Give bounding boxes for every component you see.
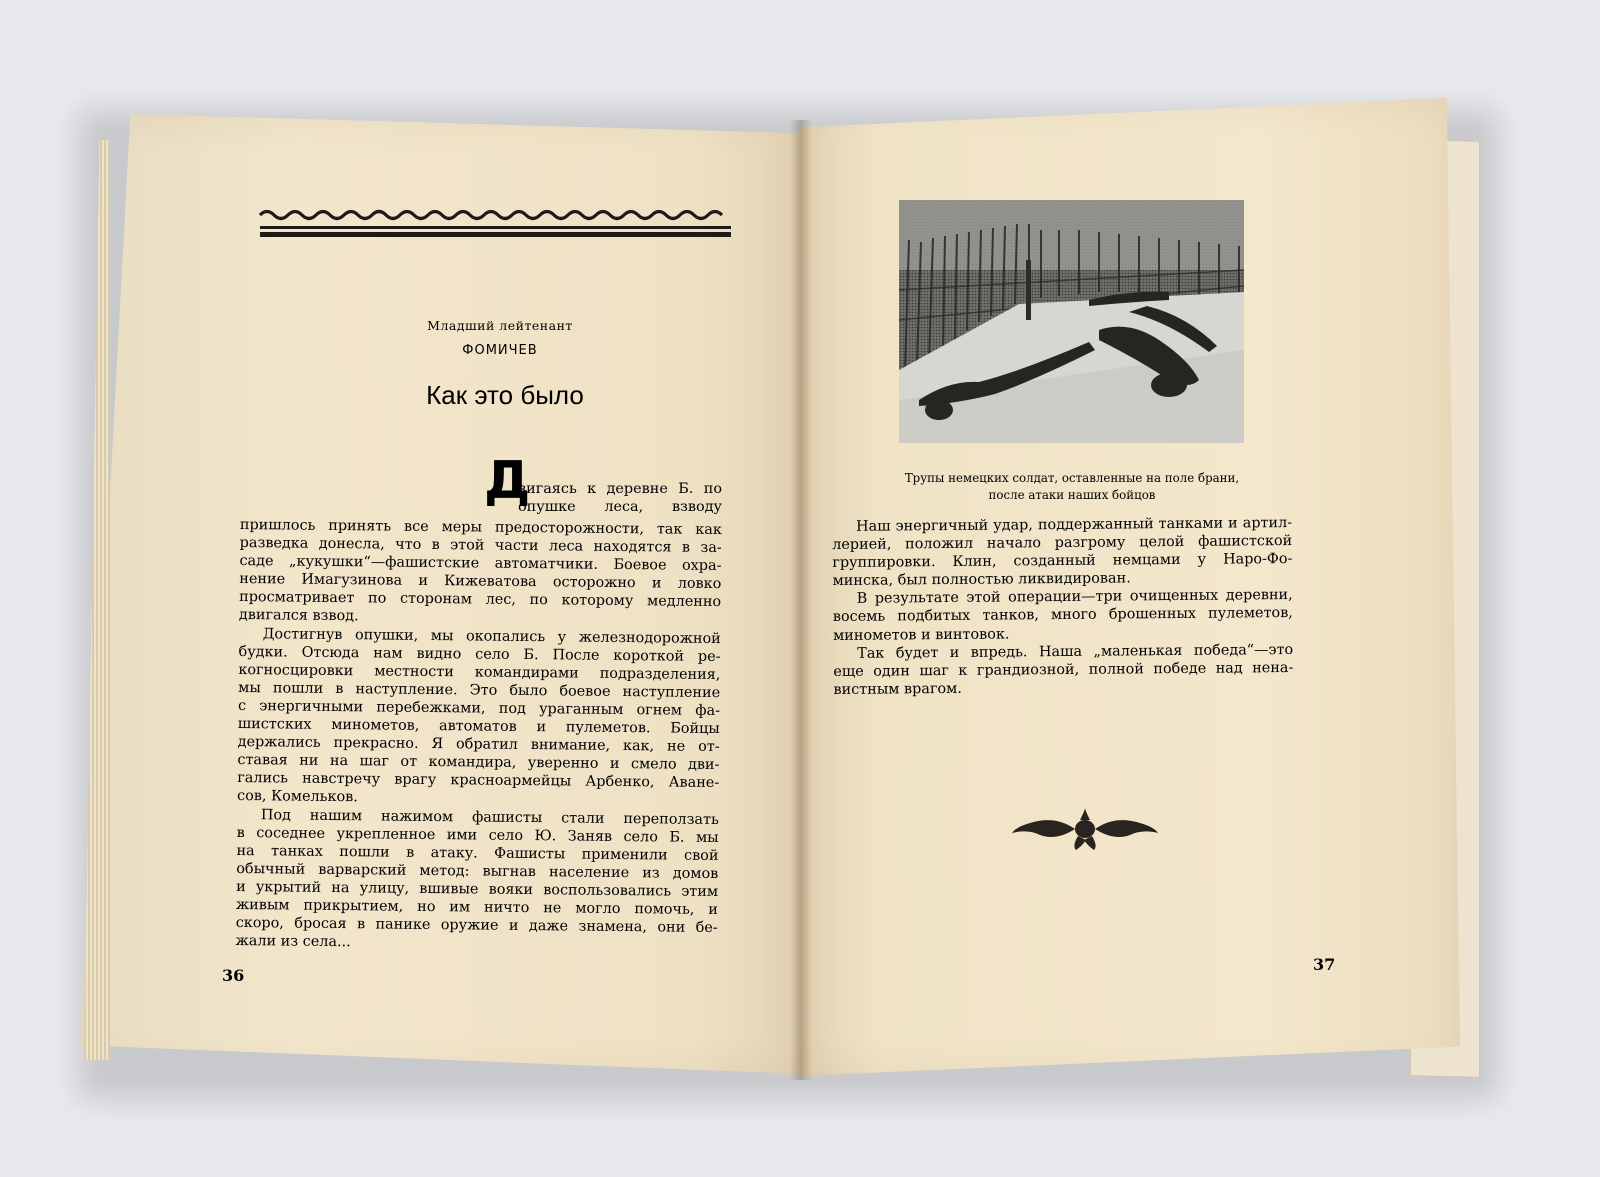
text-line: двигался взвод. <box>238 607 359 625</box>
opening-line: вигаясь к деревне Б. по <box>518 481 722 497</box>
text-line: с энергичными перебежками, под ураганным огнем фа- <box>237 697 721 719</box>
text-line: обычный варварский метод: выгнав население из домов <box>236 860 719 882</box>
text-line: В результате этой операции—три очищенных деревни, <box>856 587 1293 608</box>
text-line: нение Имагузинова и Кижеватова осторожно и ловко <box>239 571 722 593</box>
drop-cap: Д <box>484 451 531 511</box>
text-line: скоро, бросая в панике оружие и даже знамена, они бе- <box>235 915 718 937</box>
text-line: пришлось принять все меры предосторожности, так как <box>239 516 722 539</box>
text-line: саде „кукушки“—фашистские автоматчики. Боевое охра- <box>239 553 722 575</box>
text-line: шистских минометов, автоматов и пулеметов. Бойцы <box>237 716 720 738</box>
text-line: Достигнув опушки, мы окопались у железнодорожной <box>262 625 721 647</box>
article-title: Как это было <box>426 380 584 410</box>
opening-line: опушке леса, взводу <box>518 499 722 516</box>
text-line: держались прекрасно. Я обратил внимание, как, не от- <box>237 734 720 756</box>
left-body-text <box>235 516 722 955</box>
text-line: минометов и винтовок. <box>832 626 1010 644</box>
author-rank: Младший лейтенант <box>427 318 573 333</box>
text-line: мы пошли в наступление. Это было боевое наступление <box>238 679 721 701</box>
caption-line: Трупы немецких солдат, оставленные на поле брани, <box>904 471 1240 485</box>
text-line: лерией, положил начало разгрому целой фашистской <box>832 533 1293 554</box>
text-line: когносцировки местности командирами подразделения, <box>238 661 721 683</box>
text-line: Под нашим нажимом фашисты стали переползать <box>260 806 719 828</box>
text-line: в соседнее укрепленное ими село Ю. Заняв село Б. мы <box>236 824 719 846</box>
text-line: вистным врагом. <box>833 680 962 698</box>
text-line: гались навстречу врагу красноармейцы Арбенко, Аване- <box>237 770 720 792</box>
text-line: еще один шаг к грандиозной, полной победе над нена- <box>833 659 1294 680</box>
text-line: ставая ни на шаг от командира, уверенно и смело дви- <box>237 752 720 774</box>
text-line: будки. Отсюда нам видно село Б. После короткой ре- <box>238 643 721 665</box>
text-line: и укрытий на улицу, вшивые вояки воспользовались этим <box>236 878 719 900</box>
text-line: живым прикрытием, но им ничто не могло помочь, и <box>235 896 718 918</box>
page-number-right: 37 <box>1313 955 1336 974</box>
opening-lines <box>518 480 722 516</box>
floral-vignette <box>1010 808 1160 850</box>
text-line: минска, был полностью ликвидирован. <box>832 570 1131 590</box>
text-line: жали из села... <box>235 933 351 951</box>
wave-ornament <box>258 203 733 243</box>
text-line: просматривает по сторонам лес, по которому медленно <box>239 589 722 611</box>
caption-line: после атаки наших бойцов <box>988 488 1156 502</box>
right-body-text <box>832 514 1294 699</box>
text-line: группировки. Клин, созданный немцами у Наро-Фо- <box>832 551 1293 572</box>
text-line: разведка донесла, что в этой части леса находятся в за- <box>239 535 722 557</box>
text-line: на танках пошли в атаку. Фашисты применили свой <box>236 842 719 864</box>
text-line: Наш энергичный удар, поддержанный танками и артил- <box>856 514 1293 535</box>
photo-illustration <box>899 200 1244 443</box>
page-number-left: 36 <box>222 966 245 985</box>
author-name: ФОМИЧЕВ <box>462 343 538 358</box>
text-line: восемь подбитых танков, много брошенных пулеметов, <box>832 605 1293 626</box>
text-line: сов, Комельков. <box>236 788 358 806</box>
book-gutter <box>790 120 812 1080</box>
text-line: Так будет и впредь. Наша „маленькая победа“—это <box>857 641 1294 662</box>
photo-caption <box>880 470 1264 504</box>
war-photo <box>899 200 1244 443</box>
